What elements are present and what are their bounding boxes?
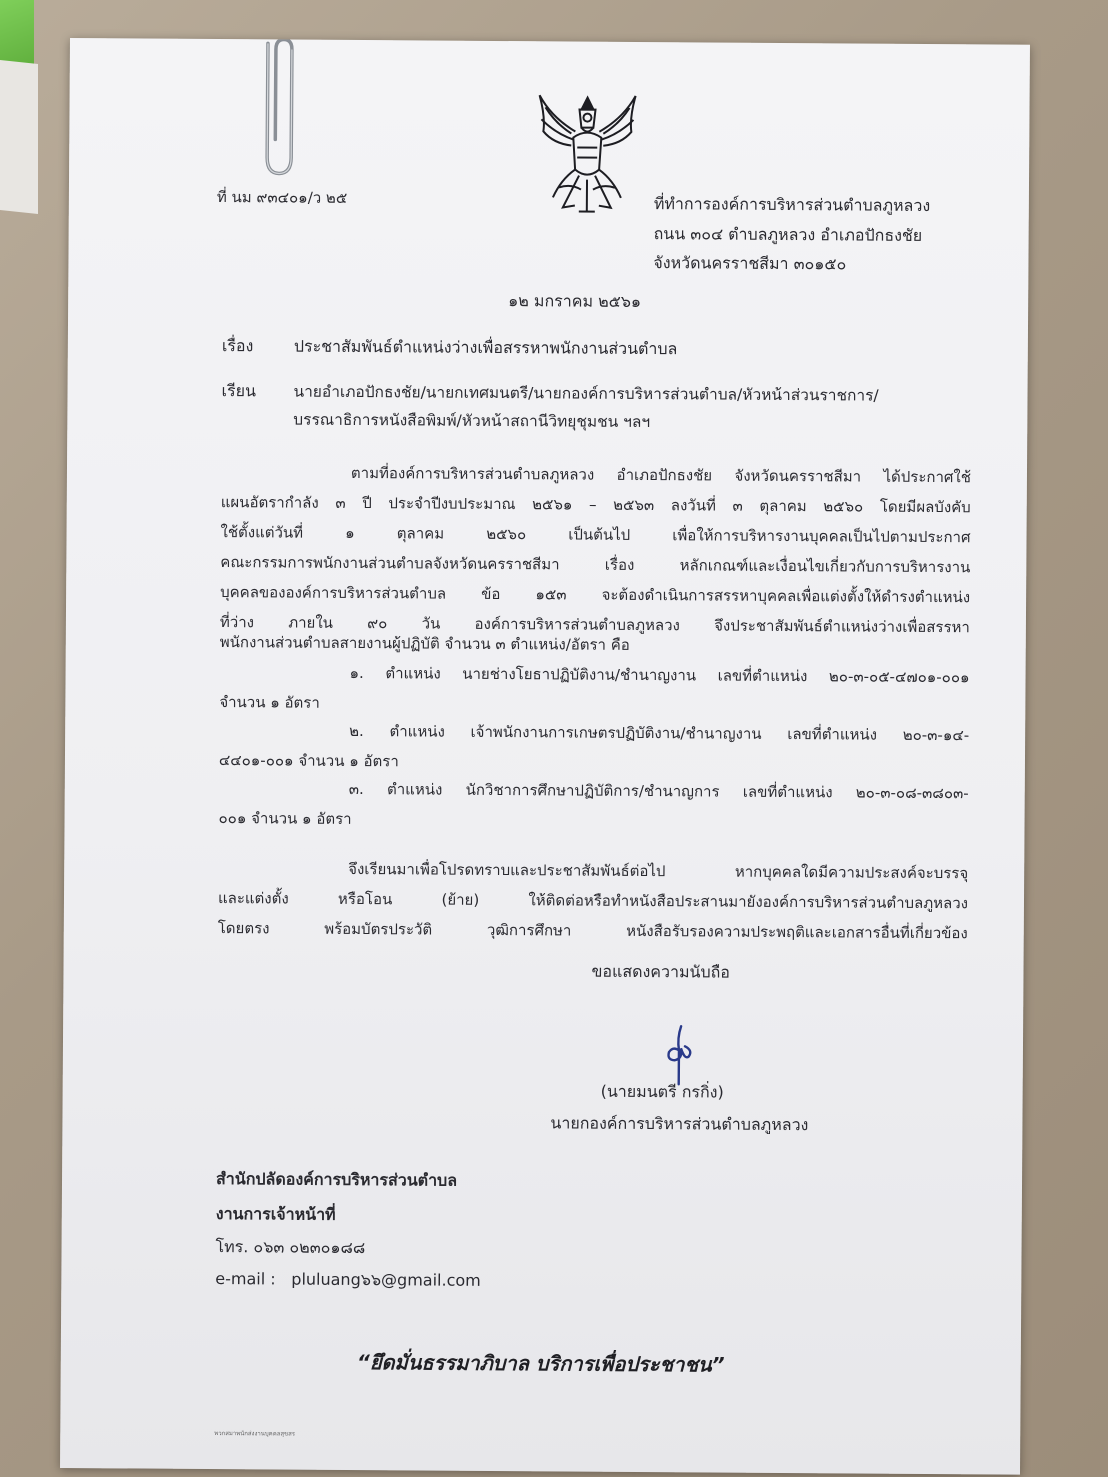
desk-paper-edge [0,60,38,214]
position-3-line-2: ๐๐๑ จำนวน ๑ อัตรา [218,809,352,828]
body-line-3: ใช้ตั้งแต่วันที่ ๑ ตุลาคม ๒๕๖๐ เป็นต้นไป เพื่อให้การบริหารงานบุคคลเป็นไปตามประกาศ [220,523,971,547]
signer-name: (นายมนตรี กรกิ่ง) [600,1081,724,1102]
position-1-line-1: ๑. ตำแหน่ง นายช่างโยธาปฏิบัติงาน/ชำนาญงาน เลขที่ตำแหน่ง ๒๐-๓-๐๕-๔๗๐๑-๐๐๑ [349,663,970,687]
position-1-line-2: จำนวน ๑ อัตรา [219,693,320,712]
body-line-7: พนักงานส่วนตำบลสายงานผู้ปฏิบัติ จำนวน ๓ ตำแหน่ง/อัตรา คือ [219,633,630,654]
email-address: pluluang๖๖@gmail.com [291,1269,481,1290]
sender-address-line-3: จังหวัดนครราชสีมา ๓๐๑๕๐ [653,253,847,274]
office-line-2: งานการเจ้าหน้าที่ [215,1204,336,1224]
position-3-line-1: ๓. ตำแหน่ง นักวิชาการศึกษาปฏิบัติการ/ชำนาญการ เลขที่ตำแหน่ง ๒๐-๓-๐๘-๓๘๐๓- [348,779,969,803]
body-line-2: แผนอัตรากำลัง ๓ ปี ประจำปีงบประมาณ ๒๕๖๑ – ๒๕๖๓ ลงวันที่ ๓ ตุลาคม ๒๕๖๐ โดยมีผลบังคับ [220,493,971,517]
sender-address-line-1: ที่ทำการองค์การบริหารส่วนตำบลภูหลวง [653,194,931,216]
garuda-emblem-icon [531,87,644,218]
recipient-label: เรียน [221,381,256,401]
letter-date: ๑๒ มกราคม ๒๕๖๑ [508,291,642,311]
body-line-4: คณะกรรมการพนักงานส่วนตำบลจังหวัดนครราชสีมา เรื่อง หลักเกณฑ์และเงื่อนไขเกี่ยวกับการบริหารงาน [220,553,971,577]
paperclip-icon [247,39,308,179]
reference-number: ที่ นม ๙๓๔๐๑/ว ๒๕ [216,188,348,207]
subject-text: ประชาสัมพันธ์ตำแหน่งว่างเพื่อสรรหาพนักงานส่วนตำบล [293,336,678,359]
sender-address-line-2: ถนน ๓๐๔ ตำบลภูหลวง อำเภอปักธงชัย [653,224,923,245]
subject-label: เรื่อง [221,336,254,356]
footnote: พวกสมาพนักส่งงานบุคคลสุขสร [214,1430,296,1438]
letter-page [60,38,1030,1475]
email-label: e-mail : [215,1269,276,1289]
body-line-5: บุคคลขององค์การบริหารส่วนตำบล ข้อ ๑๕๓ จะต้องดำเนินการสรรหาบุคคลเพื่อแต่งตั้งให้ดำรงตำแหน่ง [220,583,971,607]
motto: “ยึดมั่นธรรมาภิบาล บริการเพื่อประชาชน” [356,1350,725,1377]
position-2-line-2: ๔๔๐๑-๐๐๑ จำนวน ๑ อัตรา [218,751,399,771]
recipient-line-1: นายอำเภอปักธงชัย/นายกเทศมนตรี/นายกองค์การบริหารส่วนตำบล/หัวหน้าส่วนราชการ/ [293,382,879,405]
signer-title: นายกองค์การบริหารส่วนตำบลภูหลวง [550,1113,809,1135]
position-2-line-1: ๒. ตำแหน่ง เจ้าพนักงานการเกษตรปฏิบัติงาน/ชำนาญงาน เลขที่ตำแหน่ง ๒๐-๓-๑๔- [349,721,970,745]
body-line-1: ตามที่องค์การบริหารส่วนตำบลภูหลวง อำเภอปักธงชัย จังหวัดนครราชสีมา ได้ประกาศใช้ [350,463,972,487]
body-line-6: ที่ว่าง ภายใน ๙๐ วัน องค์การบริหารส่วนตำบลภูหลวง จึงประชาสัมพันธ์ตำแหน่งว่างเพื่อสรรหา [219,613,970,637]
closing-line-2: และแต่งตั้ง หรือโอน (ย้าย) ให้ติดต่อหรือทำหนังสือประสานมายังองค์การบริหารส่วนตำบลภูหลวง [217,889,969,913]
desk-green-object [0,0,34,70]
office-line-1: สำนักปลัดองค์การบริหารส่วนตำบล [215,1169,458,1190]
closing-line-3: โดยตรง พร้อมบัตรประวัติ วุฒิการศึกษา หนังสือรับรองความประพฤติและเอกสารอื่นที่เกี่ยวข้อง [217,919,968,943]
regards: ขอแสดงความนับถือ [591,961,730,982]
recipient-line-2: บรรณาธิการหนังสือพิมพ์/หัวหน้าสถานีวิทยุชุมชน ฯลฯ [293,410,651,432]
office-phone: โทร. ๐๖๓ ๐๒๓๐๑๘๘ [215,1237,366,1258]
closing-line-1: จึงเรียนมาเพื่อโปรดทราบและประชาสัมพันธ์ต่อไป หากบุคคลใดมีความประสงค์จะบรรจุ [348,859,969,883]
signature [659,1020,699,1090]
